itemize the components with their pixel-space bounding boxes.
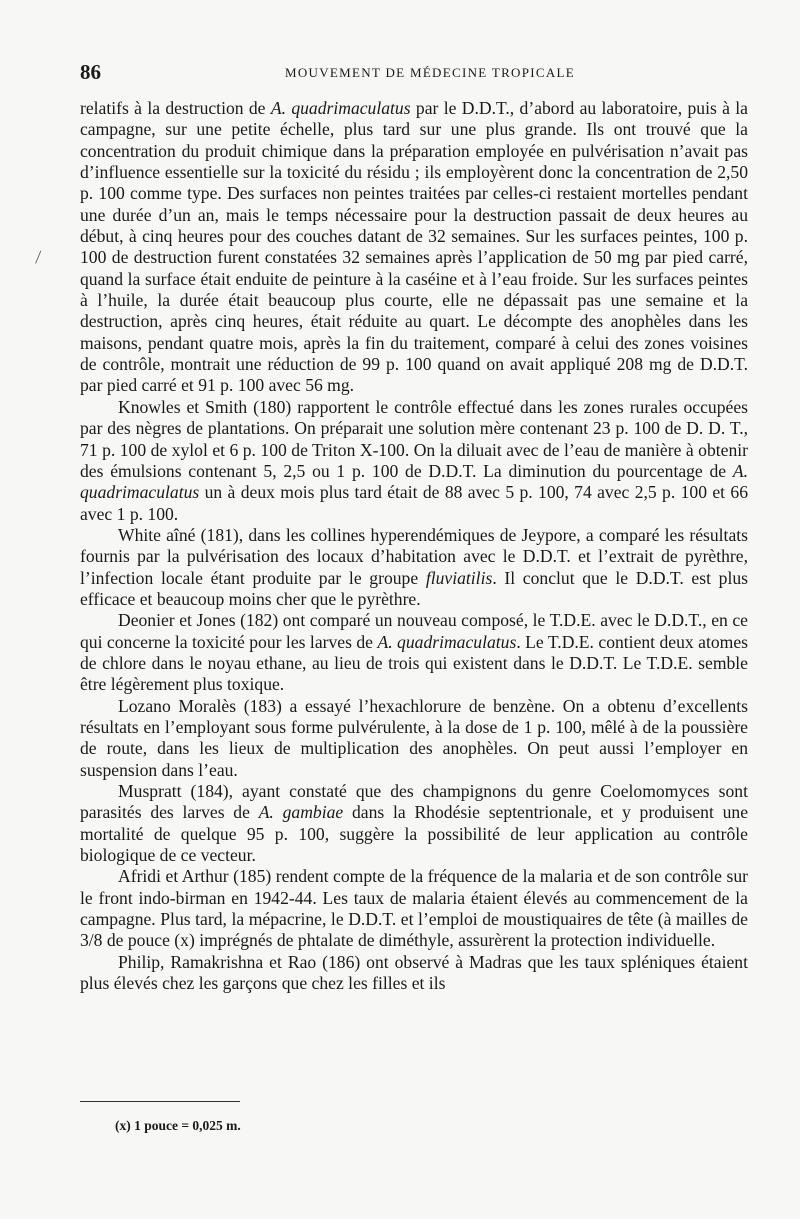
- body-text: [80, 98, 748, 994]
- footnote-rule: [80, 1101, 240, 1102]
- page-header: [80, 60, 748, 90]
- margin-pencil-mark: ⟋: [31, 249, 46, 268]
- paragraph: Philip, Ramakrishna et Rao (186) ont observé à Madras que les taux spléniques étaient plus élevés chez les garçons que chez les filles et ils: [80, 951, 748, 994]
- running-head: MOUVEMENT DE MÉDECINE TROPICALE: [284, 65, 576, 80]
- paragraph: Deonier et Jones (182) ont comparé un nouveau composé, le T.D.E. avec le D.D.T., en ce qui concerne la toxicité pour les larves de A. quadrimaculatus. Le T.D.E. contient deux atomes de chlore dans le noyau ethane, au lieu de trois qui existent dans le D.D.T. Le T.D.E. semble être légèrement plus toxique.: [80, 610, 748, 695]
- paragraph: Lozano Moralès (183) a essayé l’hexachlorure de benzène. On a obtenu d’excellents résultats en l’employant sous forme pulvérulente, à la dose de 1 p. 100, mêlé à de la poussière de route, dans les lieux de multiplication des anophèles. On peut aussi l’employer en suspension dans l’eau.: [80, 695, 748, 780]
- paragraph: White aîné (181), dans les collines hyperendémiques de Jeypore, a comparé les résultats fournis par la pulvérisation des locaux d’habitation avec le D.D.T. et l’extrait de pyrèthre, l’infection locale étant produite par le groupe fluviatilis. Il conclut que le D.D.T. est plus efficace et beaucoup moins cher que le pyrèthre.: [80, 524, 748, 609]
- paragraph: Afridi et Arthur (185) rendent compte de la fréquence de la malaria et de son contrôle sur le front indo-birman en 1942-44. Les taux de malaria étaient élevés au commencement de la campagne. Plus tard, la mépacrine, le D.D.T. et l’emploi de moustiquaires de tête (à mailles de 3/8 de pouce (x) imprégnés de phtalate de diméthyle, assurèrent la protection individuelle.: [80, 866, 748, 951]
- footnote: (x) 1 pouce = 0,025 m.: [115, 1118, 241, 1133]
- page-number: 86: [80, 60, 101, 84]
- paragraph: Muspratt (184), ayant constaté que des champignons du genre Coelomomyces sont parasités des larves de A. gambiae dans la Rhodésie septentrionale, et y produisent une mortalité de quelque 95 p. 100, suggère la possibilité de leur application au contrôle biologique de ce vecteur.: [80, 781, 748, 866]
- paragraph: Knowles et Smith (180) rapportent le contrôle effectué dans les zones rurales occupées par des nègres de plantations. On préparait une solution mère contenant 23 p. 100 de D. D. T., 71 p. 100 de xylol et 6 p. 100 de Triton X-100. On la diluait avec de l’eau de manière à obtenir des émulsions contenant 5, 2,5 ou 1 p. 100 de D.D.T. La diminution du pourcentage de A. quadrimaculatus un à deux mois plus tard était de 88 avec 5 p. 100, 74 avec 2,5 p. 100 et 66 avec 1 p. 100.: [80, 396, 748, 524]
- paragraph: relatifs à la destruction de A. quadrimaculatus par le D.D.T., d’abord au laboratoire, puis à la campagne, sur une petite échelle, plus tard sur une plus grande. Ils ont trouvé que la concentration du produit chimique dans la préparation employée en pulvérisation n’avait pas d’influence essentielle sur la toxicité du résidu ; ils employèrent donc la concentration de 2,50 p. 100 comme type. Des surfaces non peintes traitées par celles-ci restaient mortelles pendant une durée d’un an, mais le temps nécessaire pour la destruction passait de deux heures au début, à cinq heures pour des couches datant de 32 semaines. Sur les surfaces peintes, 100 p. 100 de destruction furent constatées 32 semaines après l’application de 50 mg par pied carré, quand la surface était enduite de peinture à la caséine et à l’eau froide. Sur les surfaces peintes à l’huile, la durée était beaucoup plus courte, elle ne dépassait pas une semaine et la destruction, après cinq heures, était réduite au quart. Le décompte des anophèles dans les maisons, pendant quatre mois, après la fin du traitement, comparé à celui des zones voisines de contrôle, montrait une réduction de 99 p. 100 quand on avait appliqué 208 mg de D.D.T. par pied carré et 91 p. 100 avec 56 mg.: [80, 98, 748, 396]
